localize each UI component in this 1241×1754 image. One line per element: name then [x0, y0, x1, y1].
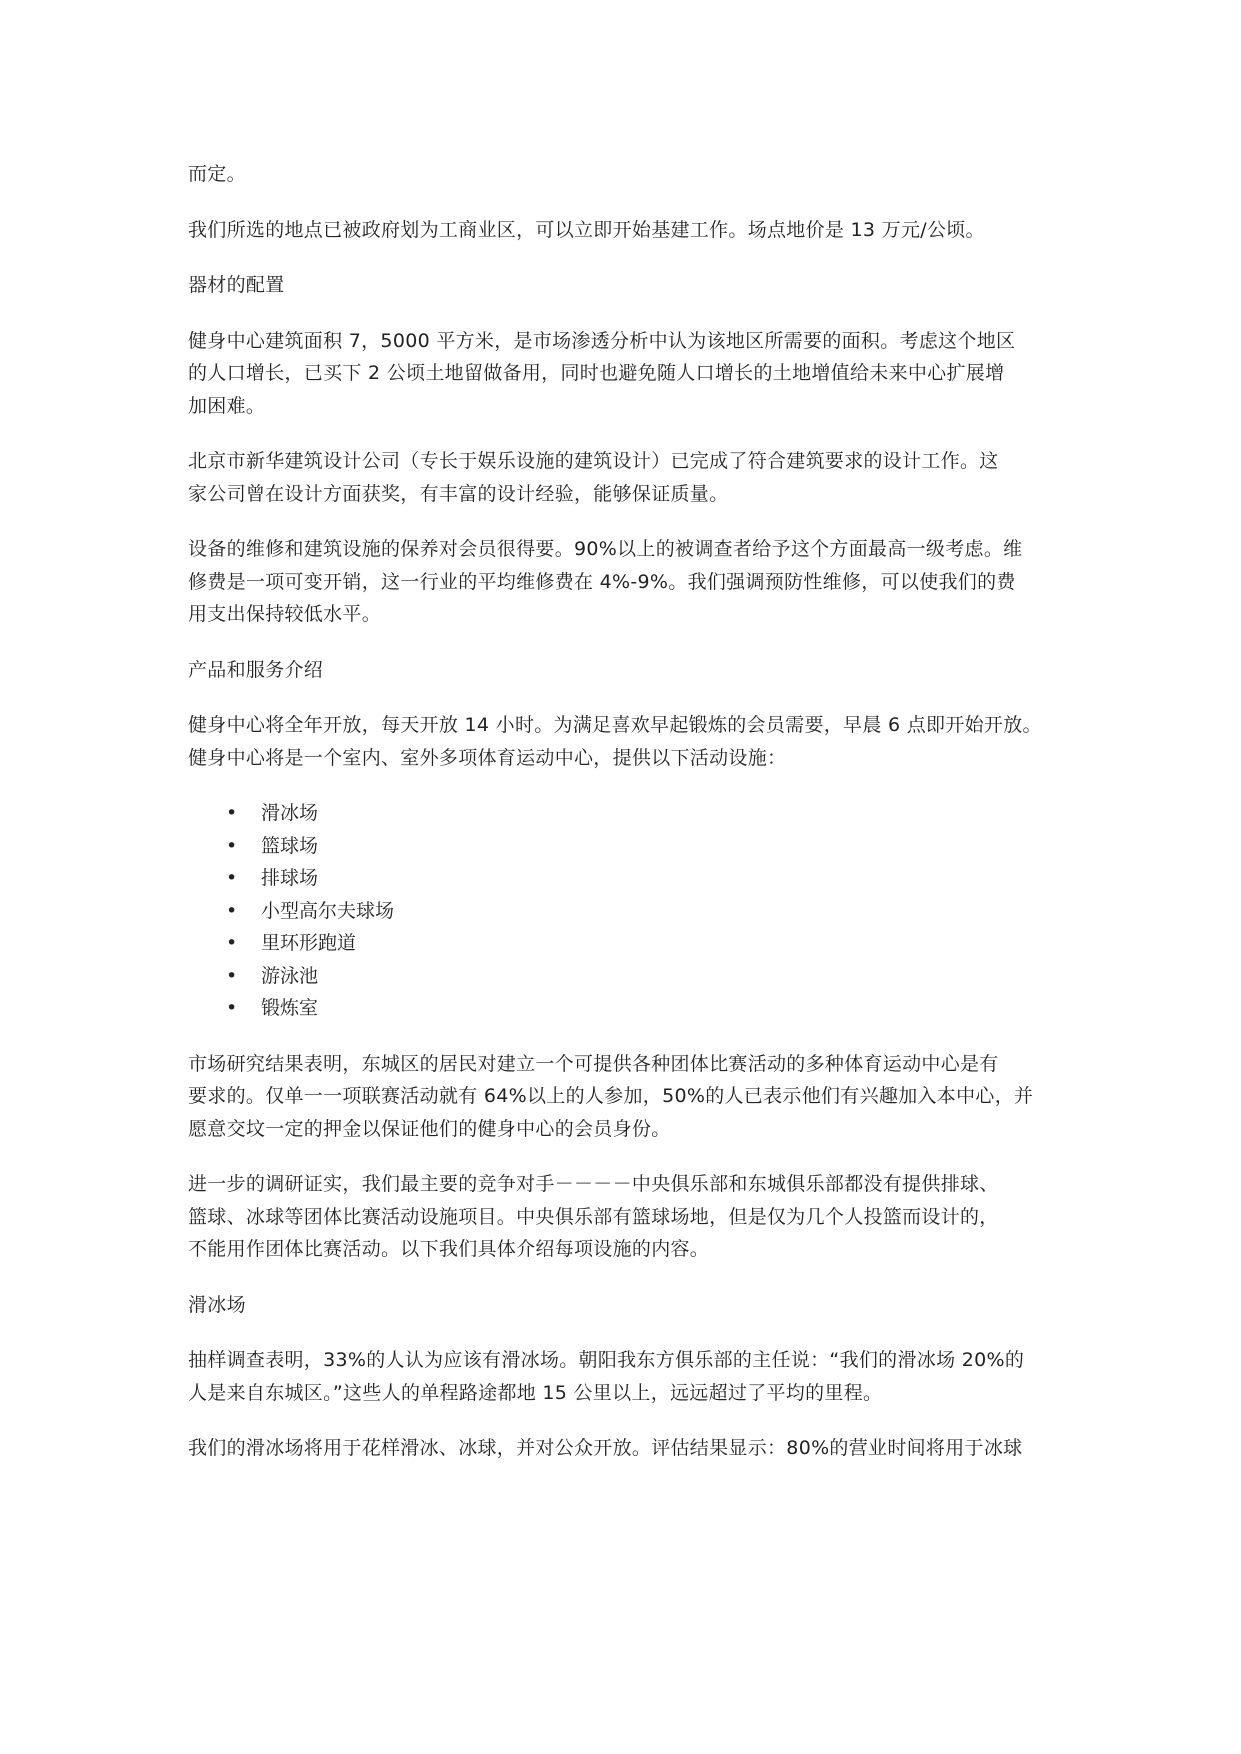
list-item-text: 篮球场	[261, 834, 319, 857]
list-item	[188, 862, 1068, 895]
text-line: 健身中心将是一个室内、室外多项体育运动中心，提供以下活动设施：	[188, 746, 787, 769]
text-line: 而定。	[188, 163, 246, 185]
paragraph-maintenance	[188, 533, 1068, 631]
text-line: 进一步的调研证实，我们最主要的竞争对手－－－－中央俱乐部和东城俱乐部都没有提供排球、	[188, 1173, 999, 1195]
text-line: 设备的维修和建筑设施的保养对会员很得要。90%以上的被调查者给予这个方面最高一级考虑。维	[188, 538, 1023, 560]
document-page	[188, 158, 1068, 1465]
text-line: 北京市新华建筑设计公司（专长于娱乐设施的建筑设计）已完成了符合建筑要求的设计工作。这	[188, 450, 999, 472]
list-item	[188, 927, 1068, 960]
text-line: 健身中心建筑面积 7，5000 平方米，是市场渗透分析中认为该地区所需要的面积。考虑这个地区	[188, 329, 1016, 352]
paragraph-skating-survey	[188, 1344, 1068, 1409]
paragraph-building-area	[188, 325, 1068, 423]
text-line: 健身中心将全年开放，每天开放 14 小时。为满足喜欢早起锻炼的会员需要，早晨 6 点即开始开放。	[188, 714, 1042, 736]
paragraph-architect	[188, 445, 1068, 510]
text-line: 的人口增长，已买下 2 公顷土地留做备用，同时也避免随人口增长的土地增值给未来中心扩展增	[188, 362, 1005, 384]
list-item	[188, 960, 1068, 993]
heading-text: 器材的配置	[188, 274, 285, 296]
list-item-text: 排球场	[261, 867, 319, 889]
section-heading-equipment	[188, 269, 1068, 302]
text-line: 家公司曾在设计方面获奖，有丰富的设计经验，能够保证质量。	[188, 482, 729, 505]
paragraph-market-research	[188, 1048, 1068, 1146]
bullet-icon: •	[226, 964, 238, 987]
text-line: 加困难。	[188, 394, 266, 417]
paragraph-continuation	[188, 158, 1068, 191]
text-line: 用支出保持较低水平。	[188, 603, 382, 625]
text-line: 不能用作团体比赛活动。以下我们具体介绍每项设施的内容。	[188, 1238, 710, 1260]
section-heading-products	[188, 654, 1068, 687]
text-line: 人是来自东城区。”这些人的单程路途都地 15 公里以上，远远超过了平均的里程。	[188, 1381, 883, 1404]
facilities-list	[188, 797, 1068, 1025]
paragraph-skating-usage	[188, 1432, 1068, 1465]
list-item-text: 里环形跑道	[261, 932, 357, 954]
paragraph-opening-hours	[188, 709, 1068, 774]
bullet-icon: •	[226, 867, 238, 889]
bullet-icon: •	[226, 834, 238, 857]
bullet-icon: •	[226, 899, 238, 922]
list-item	[188, 797, 1068, 830]
text-line: 市场研究结果表明，东城区的居民对建立一个可提供各种团体比赛活动的多种体育运动中心是有	[188, 1052, 999, 1075]
text-line: 要求的。仅单一一项联赛活动就有 64%以上的人参加，50%的人已表示他们有兴趣加入本中心，并	[188, 1085, 1034, 1107]
bullet-icon: •	[226, 802, 238, 824]
bullet-icon: •	[226, 997, 238, 1019]
list-item-text: 锻炼室	[261, 997, 319, 1019]
text-line: 愿意交坟一定的押金以保证他们的健身中心的会员身份。	[188, 1117, 671, 1140]
text-line: 抽样调查表明，33%的人认为应该有滑冰场。朝阳我东方俱乐部的主任说：“我们的滑冰场 20%的	[188, 1349, 1025, 1371]
list-item	[188, 895, 1068, 928]
paragraph-site-zoning	[188, 214, 1068, 247]
text-line: 修费是一项可变开销，这一行业的平均维修费在 4%-9%。我们强调预防性维修，可以使我们的费	[188, 570, 1016, 593]
list-item	[188, 830, 1068, 863]
paragraph-competitors	[188, 1168, 1068, 1266]
heading-text: 滑冰场	[188, 1293, 246, 1316]
section-heading-skating	[188, 1289, 1068, 1322]
bullet-icon: •	[226, 932, 238, 954]
list-item-text: 滑冰场	[261, 802, 319, 824]
list-item-text: 小型高尔夫球场	[261, 899, 395, 922]
text-line: 我们所选的地点已被政府划为工商业区，可以立即开始基建工作。场点地价是 13 万元/公顷。	[188, 218, 985, 241]
list-item-text: 游泳池	[261, 964, 319, 987]
heading-text: 产品和服务介绍	[188, 658, 324, 681]
text-line: 我们的滑冰场将用于花样滑冰、冰球，并对公众开放。评估结果显示：80%的营业时间将用于冰球	[188, 1437, 1023, 1459]
text-line: 篮球、冰球等团体比赛活动设施项目。中央俱乐部有篮球场地，但是仅为几个人投篮而设计的，	[188, 1205, 999, 1228]
list-item	[188, 992, 1068, 1025]
